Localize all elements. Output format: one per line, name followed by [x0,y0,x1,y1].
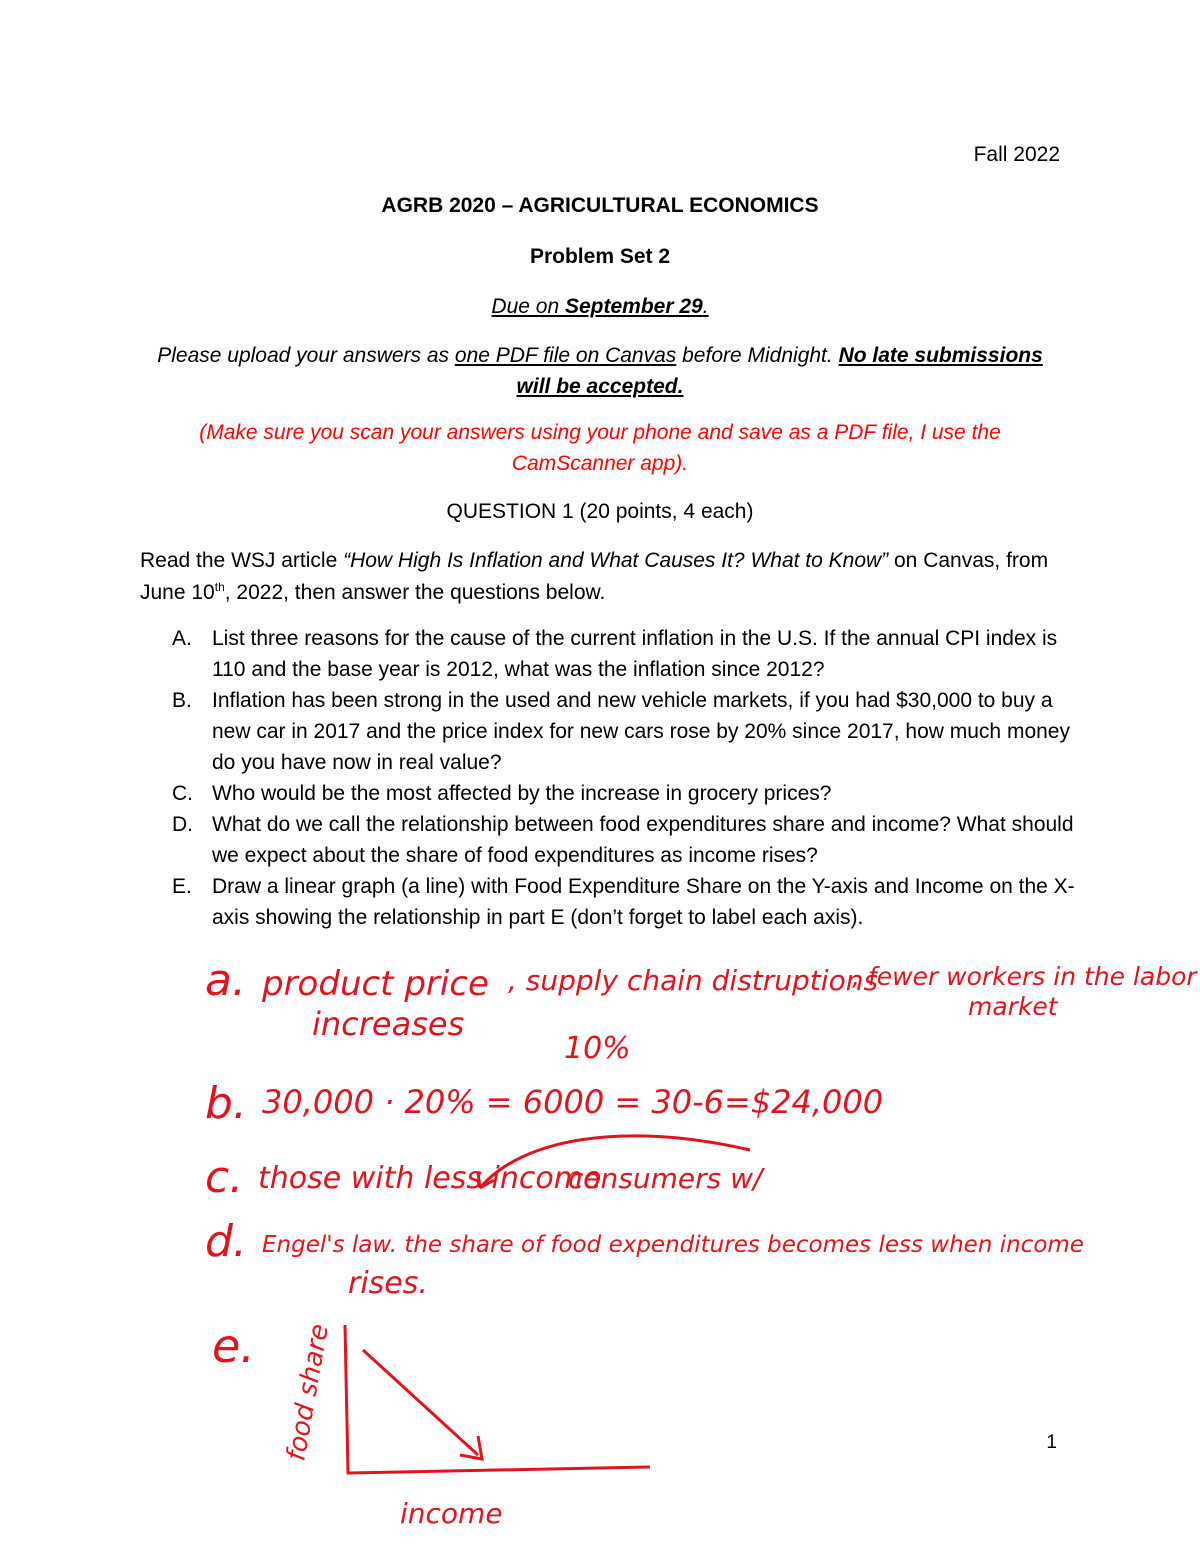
graph-x-label: income [400,1497,503,1530]
page-number: 1 [1046,1432,1057,1453]
answer-d [205,1216,1084,1301]
question-text: What do we call the relationship between food expenditures share and income? What should we expect about the share of food expenditures as income rises? [212,813,1074,867]
intro-text-2: on Canvas, from June 10 [140,549,1049,604]
answer-b-label: b. [205,1078,247,1129]
upload-text-2: one PDF file on Canvas [454,344,677,367]
question-text: List three reasons for the cause of the current inflation in the U.S. If the annual CPI index is 110 and the base year is 2012, what was the inflation since 2012? [212,627,1058,681]
due-date: September 29 [564,295,703,318]
question-letter: D. [172,813,193,836]
graph-axes [345,1325,650,1473]
answer-b [205,1078,883,1129]
problem-set-title: Problem Set 2 [529,245,671,268]
answer-c-label: c. [205,1152,244,1203]
term-label: Fall 2022 [973,143,1060,166]
graph-y-label: food share [281,1321,335,1464]
answer-e [212,1319,650,1530]
answer-d-text-line2: rises. [348,1266,428,1301]
scan-note: (Make sure you scan your answers using your phone and save as a PDF file, I use the CamScanner app). [199,421,1001,475]
answer-b-text: 30,000 · 20% = 6000 = 30-6=$24,000 [262,1083,884,1121]
answer-a-reason3-line2: market [968,992,1058,1021]
question-letter: A. [172,627,192,650]
answer-d-label: d. [205,1216,247,1267]
question-letter: C. [172,782,193,805]
late-policy: No late submissions will be accepted. [516,344,1043,398]
article-title: “How High Is Inflation and What Causes It? What to Know” [343,549,889,572]
course-title: AGRB 2020 – AGRICULTURAL ECONOMICS [381,194,819,217]
answer-a-reason2: , supply chain distruptions [508,964,879,997]
answer-a-inflation: 10% [564,1031,631,1066]
due-suffix: . [702,295,709,318]
upload-text-1: Please upload your answers as [157,344,455,367]
answer-c-text2: consumers w/ [568,1162,763,1195]
due-prefix: Due on [491,295,565,318]
intro-sup: th [214,580,225,594]
question-text: Who would be the most affected by the increase in grocery prices? [212,782,832,805]
answer-a [205,955,1198,1066]
question-text: Draw a linear graph (a line) with Food Expenditure Share on the Y-axis and Income on the X-axis showing the relationship in part E (don’t forget to label each axis). [212,875,1075,929]
answer-a-label: a. [205,955,246,1006]
question-text: Inflation has been strong in the used and new vehicle markets, if you had $30,000 to buy a new car in 2017 and the price index for new cars rose by 20% since 2017, how much money do you have now in real value? [212,689,1070,774]
question-letter: B. [172,689,192,712]
answer-a-reason3-line1: , fewer workers in the labor [852,962,1197,991]
question-heading: QUESTION 1 (20 points, 4 each) [446,500,754,523]
upload-text-3: before Midnight. [676,344,839,367]
answer-c-text1: those with less income [258,1161,602,1196]
answer-e-label: e. [212,1319,255,1373]
intro-text-1: Read the WSJ article [140,549,344,572]
answer-d-text-line1: Engel's law. the share of food expenditures becomes less when income [262,1232,1084,1258]
answer-a-reason1-line1: product price [262,964,489,1004]
answer-a-reason1-line2: increases [312,1005,465,1043]
graph-line [363,1350,478,1455]
question-letter: E. [172,875,192,898]
answer-c [205,1136,765,1203]
intro-text-3: , 2022, then answer the questions below. [224,581,606,604]
